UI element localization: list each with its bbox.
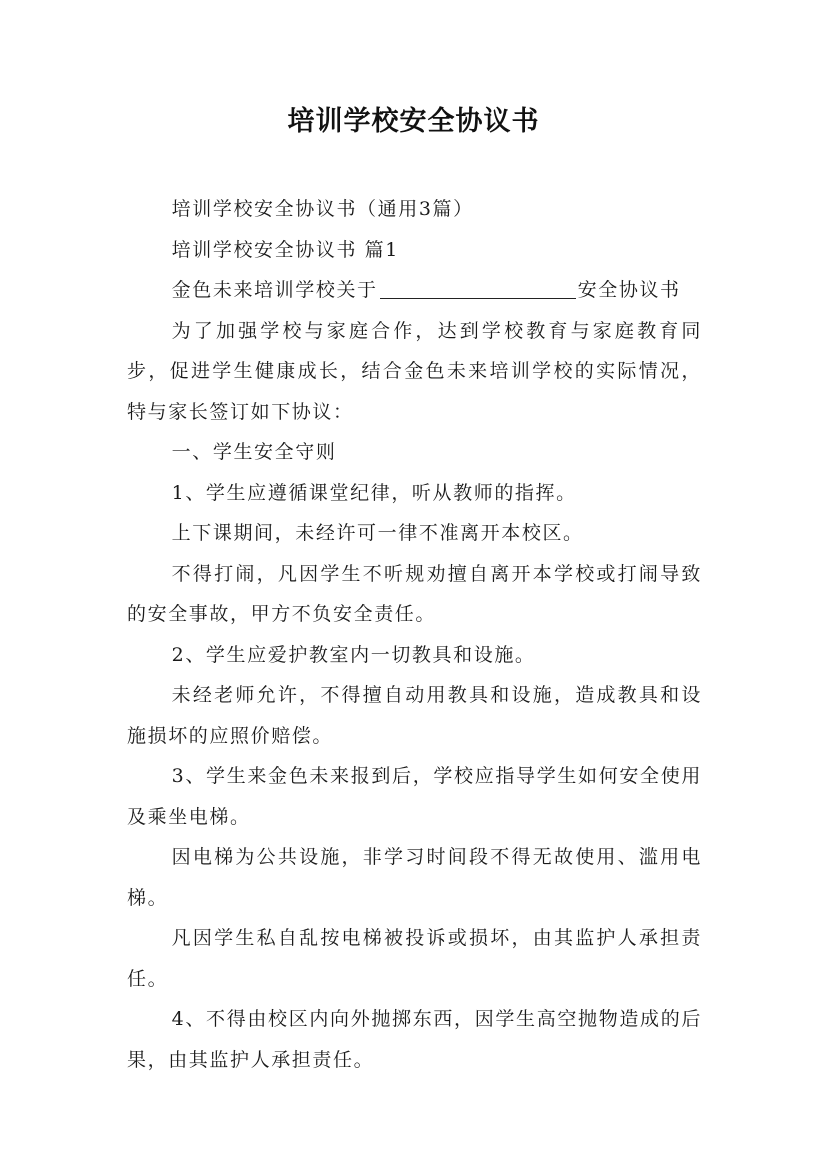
paragraph-rule-3-detail-a: 因电梯为公共设施，非学习时间段不得无故使用、滥用电梯。 xyxy=(127,846,702,909)
paragraph-rule-2: 2、学生应爱护教室内一切教具和设施。 xyxy=(171,643,536,666)
paragraph-rule-1-detail-b: 不得打闹，凡因学生不听规劝擅自离开本学校或打闹导致的安全事故，甲方不负安全责任。 xyxy=(127,562,702,625)
document-title: 培训学校安全协议书 xyxy=(287,106,540,137)
document-body xyxy=(127,189,702,1080)
paragraph-rule-1-detail-a: 上下课期间，未经许可一律不准离开本校区。 xyxy=(171,522,584,544)
paragraph-rule-4: 4、不得由校区内向外抛掷东西，因学生高空抛物造成的后果，由其监护人承担责任。 xyxy=(127,1008,702,1071)
agreement-line-suffix: 安全协议书 xyxy=(577,279,681,301)
paragraph-rule-2-detail: 未经老师允许，不得擅自动用教具和设施，造成教具和设施损坏的应照价赔偿。 xyxy=(127,684,702,747)
paragraph-preamble: 为了加强学校与家庭合作，达到学校教育与家庭教育同步，促进学生健康成长，结合金色未来培训学校的实际情况，特与家长签订如下协议： xyxy=(127,319,702,423)
agreement-blank-underline xyxy=(380,276,576,299)
agreement-line-prefix: 金色未来培训学校关于 xyxy=(171,279,378,301)
paragraph-agreement-line xyxy=(127,270,702,311)
paragraph-subtitle: 培训学校安全协议书（通用3篇） xyxy=(171,198,474,220)
paragraph-section-title: 一、学生安全守则 xyxy=(171,441,337,463)
paragraph-section-heading: 培训学校安全协议书 篇1 xyxy=(171,238,399,261)
paragraph-rule-3: 3、学生来金色未来报到后，学校应指导学生如何安全使用及乘坐电梯。 xyxy=(127,765,702,828)
paragraph-rule-3-detail-b: 凡因学生私自乱按电梯被投诉或损坏，由其监护人承担责任。 xyxy=(127,927,702,990)
paragraph-rule-1: 1、学生应遵循课堂纪律，听从教师的指挥。 xyxy=(171,481,577,504)
